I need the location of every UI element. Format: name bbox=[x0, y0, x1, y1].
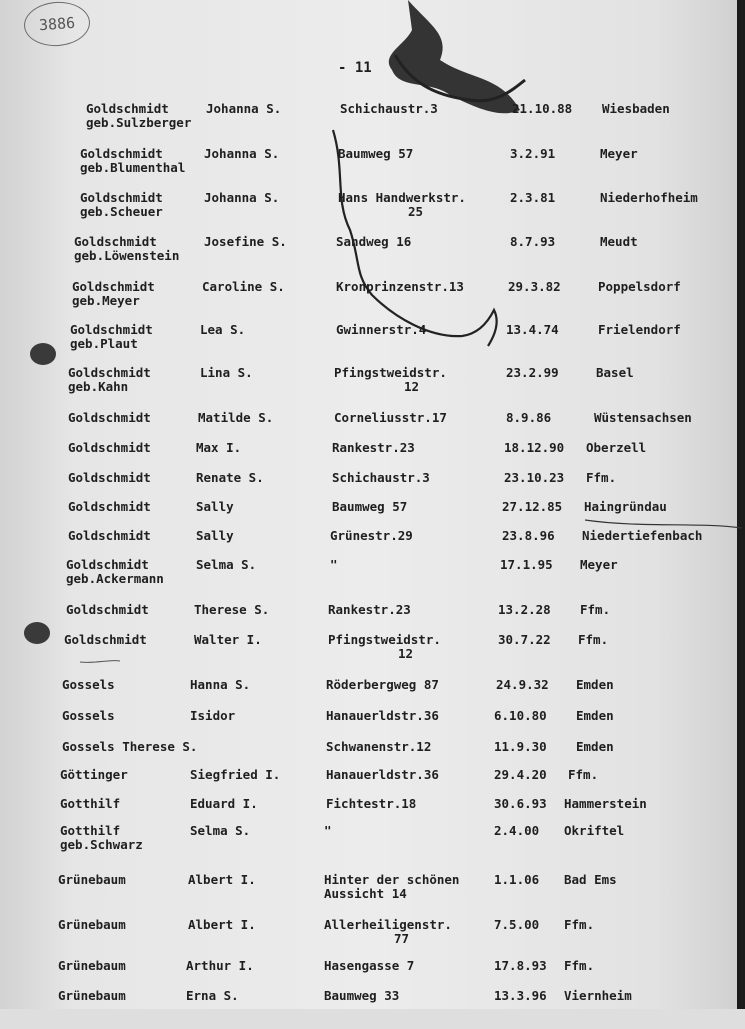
address: Hanauerldstr.36 bbox=[326, 708, 439, 723]
birth-date: 11.9.30 bbox=[494, 739, 547, 754]
birth-place: Frielendorf bbox=[598, 322, 681, 337]
birth-place: Viernheim bbox=[564, 988, 632, 1003]
birth-date: 29.4.20 bbox=[494, 767, 547, 782]
list-item bbox=[0, 824, 745, 864]
first-name: Johanna S. bbox=[204, 146, 280, 161]
maiden-name: geb.Scheuer bbox=[80, 204, 163, 219]
birth-date: 29.3.82 bbox=[508, 279, 561, 294]
list-item bbox=[0, 280, 745, 320]
address: Hinter der schönen bbox=[324, 872, 460, 887]
birth-date: 24.9.32 bbox=[496, 677, 549, 692]
first-name: Renate S. bbox=[196, 470, 264, 485]
maiden-name: geb.Kahn bbox=[68, 379, 129, 394]
first-name: Albert I. bbox=[188, 917, 256, 932]
birth-place: Ffm. bbox=[564, 958, 595, 973]
birth-place: Niedertiefenbach bbox=[582, 528, 703, 543]
address-line-2: 12 bbox=[404, 379, 420, 394]
list-item bbox=[0, 147, 745, 187]
surname: Goldschmidt bbox=[74, 234, 157, 249]
birth-place: Meyer bbox=[580, 557, 618, 572]
birth-date: 13.2.28 bbox=[498, 602, 551, 617]
birth-place: Emden bbox=[576, 677, 614, 692]
maiden-name: geb.Sulzberger bbox=[86, 115, 192, 130]
surname: Gossels bbox=[62, 677, 115, 692]
birth-place: Poppelsdorf bbox=[598, 279, 681, 294]
birth-date: 30.6.93 bbox=[494, 796, 547, 811]
first-name: Matilde S. bbox=[198, 410, 274, 425]
address-line-2: 12 bbox=[398, 646, 414, 661]
address: Sandweg 16 bbox=[336, 234, 412, 249]
birth-place: Hammerstein bbox=[564, 796, 647, 811]
surname: Goldschmidt bbox=[80, 190, 163, 205]
surname: Goldschmidt bbox=[86, 101, 169, 116]
birth-date: 23.10.23 bbox=[504, 470, 565, 485]
list-item bbox=[0, 323, 745, 363]
birth-date: 7.5.00 bbox=[494, 917, 540, 932]
birth-date: 23.2.99 bbox=[506, 365, 559, 380]
first-name: Erna S. bbox=[186, 988, 239, 1003]
address: Hasengasse 7 bbox=[324, 958, 415, 973]
birth-place: Oberzell bbox=[586, 440, 647, 455]
maiden-name: geb.Blumenthal bbox=[80, 160, 186, 175]
maiden-name: geb.Löwenstein bbox=[74, 248, 180, 263]
birth-place: Ffm. bbox=[578, 632, 609, 647]
archive-stamp: 3886 bbox=[23, 0, 92, 48]
address: Hanauerldstr.36 bbox=[326, 767, 439, 782]
surname: Goldschmidt bbox=[68, 410, 151, 425]
address: Grünestr.29 bbox=[330, 528, 413, 543]
birth-place: Wüstensachsen bbox=[594, 410, 692, 425]
surname: Goldschmidt bbox=[70, 322, 153, 337]
address: Kronprinzenstr.13 bbox=[336, 279, 464, 294]
address: Schichaustr.3 bbox=[332, 470, 430, 485]
list-item bbox=[0, 235, 745, 275]
address: Baumweg 33 bbox=[324, 988, 400, 1003]
address: Röderbergweg 87 bbox=[326, 677, 439, 692]
birth-date: 2.4.00 bbox=[494, 823, 540, 838]
birth-place: Wiesbaden bbox=[602, 101, 670, 116]
birth-date: 8.9.86 bbox=[506, 410, 552, 425]
birth-place: Ffm. bbox=[586, 470, 617, 485]
birth-place: Meudt bbox=[600, 234, 638, 249]
address: Hans Handwerkstr. bbox=[338, 190, 466, 205]
surname: Gossels bbox=[62, 708, 115, 723]
surname: Goldschmidt bbox=[68, 470, 151, 485]
first-name: Eduard I. bbox=[190, 796, 258, 811]
first-name: Sally bbox=[196, 528, 234, 543]
first-name: Lea S. bbox=[200, 322, 246, 337]
list-item bbox=[0, 366, 745, 406]
address: Rankestr.23 bbox=[332, 440, 415, 455]
birth-date: 30.7.22 bbox=[498, 632, 551, 647]
birth-place: Ffm. bbox=[580, 602, 611, 617]
birth-date: 1.1.06 bbox=[494, 872, 540, 887]
surname: Grünebaum bbox=[58, 917, 126, 932]
maiden-name: geb.Meyer bbox=[72, 293, 140, 308]
birth-date: 6.10.80 bbox=[494, 708, 547, 723]
list-item bbox=[0, 191, 745, 231]
first-name: Siegfried I. bbox=[190, 767, 281, 782]
surname: Goldschmidt bbox=[80, 146, 163, 161]
birth-date: 8.7.93 bbox=[510, 234, 556, 249]
birth-date: 18.12.90 bbox=[504, 440, 565, 455]
birth-place: Ffm. bbox=[564, 917, 595, 932]
first-name: Hanna S. bbox=[190, 677, 251, 692]
surname: Goldschmidt bbox=[68, 365, 151, 380]
birth-place: Haingründau bbox=[584, 499, 667, 514]
surname: Goldschmidt bbox=[66, 602, 149, 617]
list-item bbox=[0, 918, 745, 958]
list-item bbox=[0, 873, 745, 913]
birth-date: 13.3.96 bbox=[494, 988, 547, 1003]
surname: Goldschmidt bbox=[68, 528, 151, 543]
surname: Goldschmidt bbox=[68, 499, 151, 514]
address-line-2: 25 bbox=[408, 204, 424, 219]
birth-place: Meyer bbox=[600, 146, 638, 161]
address: Gwinnerstr.4 bbox=[336, 322, 427, 337]
list-item bbox=[0, 102, 745, 142]
birth-place: Emden bbox=[576, 739, 614, 754]
birth-place: Niederhofheim bbox=[600, 190, 698, 205]
surname: Goldschmidt bbox=[64, 632, 147, 647]
first-name: Lina S. bbox=[200, 365, 253, 380]
surname: Gossels Therese S. bbox=[62, 739, 198, 754]
address: Allerheiligenstr. bbox=[324, 917, 452, 932]
address: Rankestr.23 bbox=[328, 602, 411, 617]
list-item bbox=[0, 633, 745, 673]
address-line-2: Aussicht 14 bbox=[324, 886, 407, 901]
birth-date: 17.8.93 bbox=[494, 958, 547, 973]
birth-date: 21.10.88 bbox=[512, 101, 573, 116]
maiden-name: geb.Ackermann bbox=[66, 571, 164, 586]
address: Corneliusstr.17 bbox=[334, 410, 447, 425]
first-name: Isidor bbox=[190, 708, 236, 723]
first-name: Johanna S. bbox=[204, 190, 280, 205]
first-name: Josefine S. bbox=[204, 234, 287, 249]
address-line-2: 77 bbox=[394, 931, 410, 946]
address: Pfingstweidstr. bbox=[328, 632, 441, 647]
address: " bbox=[330, 557, 338, 572]
birth-place: Okriftel bbox=[564, 823, 625, 838]
address: Baumweg 57 bbox=[332, 499, 408, 514]
first-name: Sally bbox=[196, 499, 234, 514]
surname: Goldschmidt bbox=[66, 557, 149, 572]
surname: Goldschmidt bbox=[68, 440, 151, 455]
page-number: - 11 bbox=[338, 60, 372, 76]
birth-place: Bad Ems bbox=[564, 872, 617, 887]
birth-place: Ffm. bbox=[568, 767, 599, 782]
address: " bbox=[324, 823, 332, 838]
maiden-name: geb.Schwarz bbox=[60, 837, 143, 852]
first-name: Selma S. bbox=[190, 823, 251, 838]
list-item bbox=[0, 989, 745, 1029]
maiden-name: geb.Plaut bbox=[70, 336, 138, 351]
first-name: Selma S. bbox=[196, 557, 257, 572]
birth-date: 17.1.95 bbox=[500, 557, 553, 572]
birth-date: 27.12.85 bbox=[502, 499, 563, 514]
first-name: Walter I. bbox=[194, 632, 262, 647]
address: Pfingstweidstr. bbox=[334, 365, 447, 380]
surname: Gotthilf bbox=[60, 796, 121, 811]
birth-date: 13.4.74 bbox=[506, 322, 559, 337]
address: Schwanenstr.12 bbox=[326, 739, 432, 754]
surname: Grünebaum bbox=[58, 872, 126, 887]
birth-date: 2.3.81 bbox=[510, 190, 556, 205]
first-name: Caroline S. bbox=[202, 279, 285, 294]
first-name: Max I. bbox=[196, 440, 242, 455]
birth-place: Emden bbox=[576, 708, 614, 723]
address: Fichtestr.18 bbox=[326, 796, 417, 811]
birth-date: 3.2.91 bbox=[510, 146, 556, 161]
surname: Gotthilf bbox=[60, 823, 121, 838]
first-name: Therese S. bbox=[194, 602, 270, 617]
surname: Grünebaum bbox=[58, 988, 126, 1003]
address: Baumweg 57 bbox=[338, 146, 414, 161]
surname: Goldschmidt bbox=[72, 279, 155, 294]
birth-date: 23.8.96 bbox=[502, 528, 555, 543]
first-name: Arthur I. bbox=[186, 958, 254, 973]
first-name: Johanna S. bbox=[206, 101, 282, 116]
list-item bbox=[0, 558, 745, 598]
first-name: Albert I. bbox=[188, 872, 256, 887]
address: Schichaustr.3 bbox=[340, 101, 438, 116]
surname: Göttinger bbox=[60, 767, 128, 782]
surname: Grünebaum bbox=[58, 958, 126, 973]
birth-place: Basel bbox=[596, 365, 634, 380]
